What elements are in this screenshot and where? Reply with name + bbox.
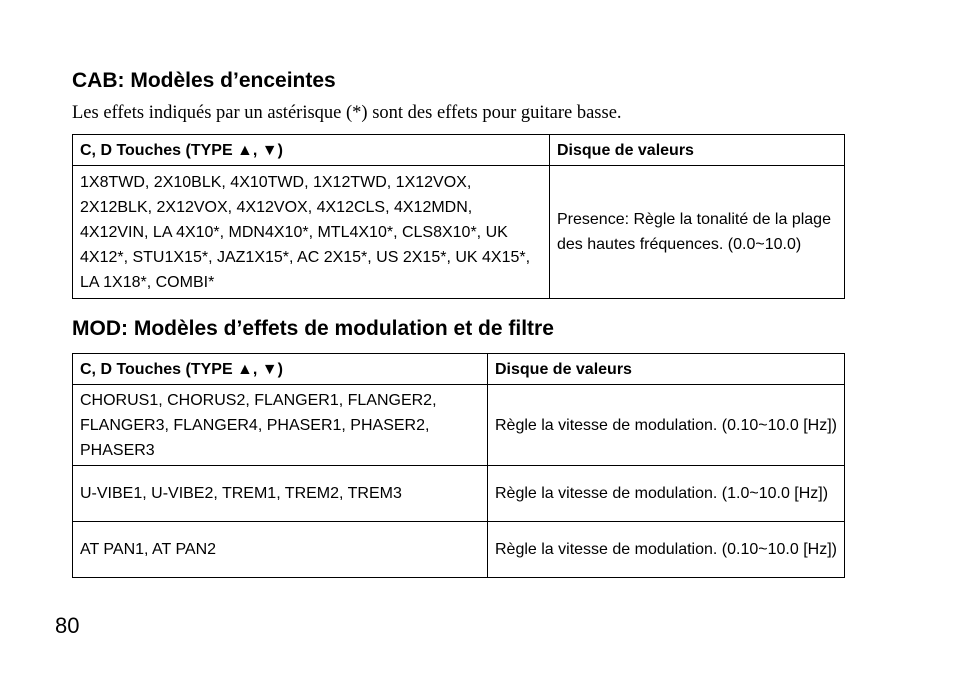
mod-section-heading: MOD: Modèles d’effets de modulation et de filtre bbox=[72, 317, 554, 340]
table-row bbox=[73, 385, 845, 466]
table-header-row bbox=[73, 135, 845, 166]
cab-section-heading: CAB: Modèles d’enceintes bbox=[72, 69, 336, 92]
model-list-cell: AT PAN1, AT PAN2 bbox=[73, 522, 488, 578]
column-header-keys: C, D Touches (TYPE ▲, ▼) bbox=[73, 354, 488, 385]
model-list-cell: CHORUS1, CHORUS2, FLANGER1, FLANGER2, FLANGER3, FLANGER4, PHASER1, PHASER2, PHASER3 bbox=[73, 385, 488, 466]
value-description-cell: Presence: Règle la tonalité de la plage des hautes fréquences. (0.0~10.0) bbox=[550, 166, 845, 299]
model-list-cell: U-VIBE1, U-VIBE2, TREM1, TREM2, TREM3 bbox=[73, 466, 488, 522]
page-number: 80 bbox=[55, 613, 80, 638]
table-header-row bbox=[73, 354, 845, 385]
table-row bbox=[73, 522, 845, 578]
column-header-values: Disque de valeurs bbox=[550, 135, 845, 166]
value-description-cell: Règle la vitesse de modulation. (0.10~10.0 [Hz]) bbox=[488, 385, 845, 466]
column-header-keys: C, D Touches (TYPE ▲, ▼) bbox=[73, 135, 550, 166]
table-row bbox=[73, 466, 845, 522]
mod-models-table bbox=[72, 353, 845, 578]
value-description-cell: Règle la vitesse de modulation. (1.0~10.0 [Hz]) bbox=[488, 466, 845, 522]
table-row bbox=[73, 166, 845, 299]
cab-models-table bbox=[72, 134, 845, 299]
model-list-cell: 1X8TWD, 2X10BLK, 4X10TWD, 1X12TWD, 1X12VOX, 2X12BLK, 2X12VOX, 4X12VOX, 4X12CLS, 4X12MDN, 4X12VIN, LA 4X10*, MDN4X10*, MTL4X10*, CLS8X10*, UK 4X12*, STU1X15*, JAZ1X15*, AC 2X15*, US 2X15*, UK 4X15*, LA 1X18*, COMBI* bbox=[73, 166, 550, 299]
value-description-cell: Règle la vitesse de modulation. (0.10~10.0 [Hz]) bbox=[488, 522, 845, 578]
cab-intro-text: Les effets indiqués par un astérisque (*) sont des effets pour guitare basse. bbox=[72, 103, 622, 123]
column-header-values: Disque de valeurs bbox=[488, 354, 845, 385]
